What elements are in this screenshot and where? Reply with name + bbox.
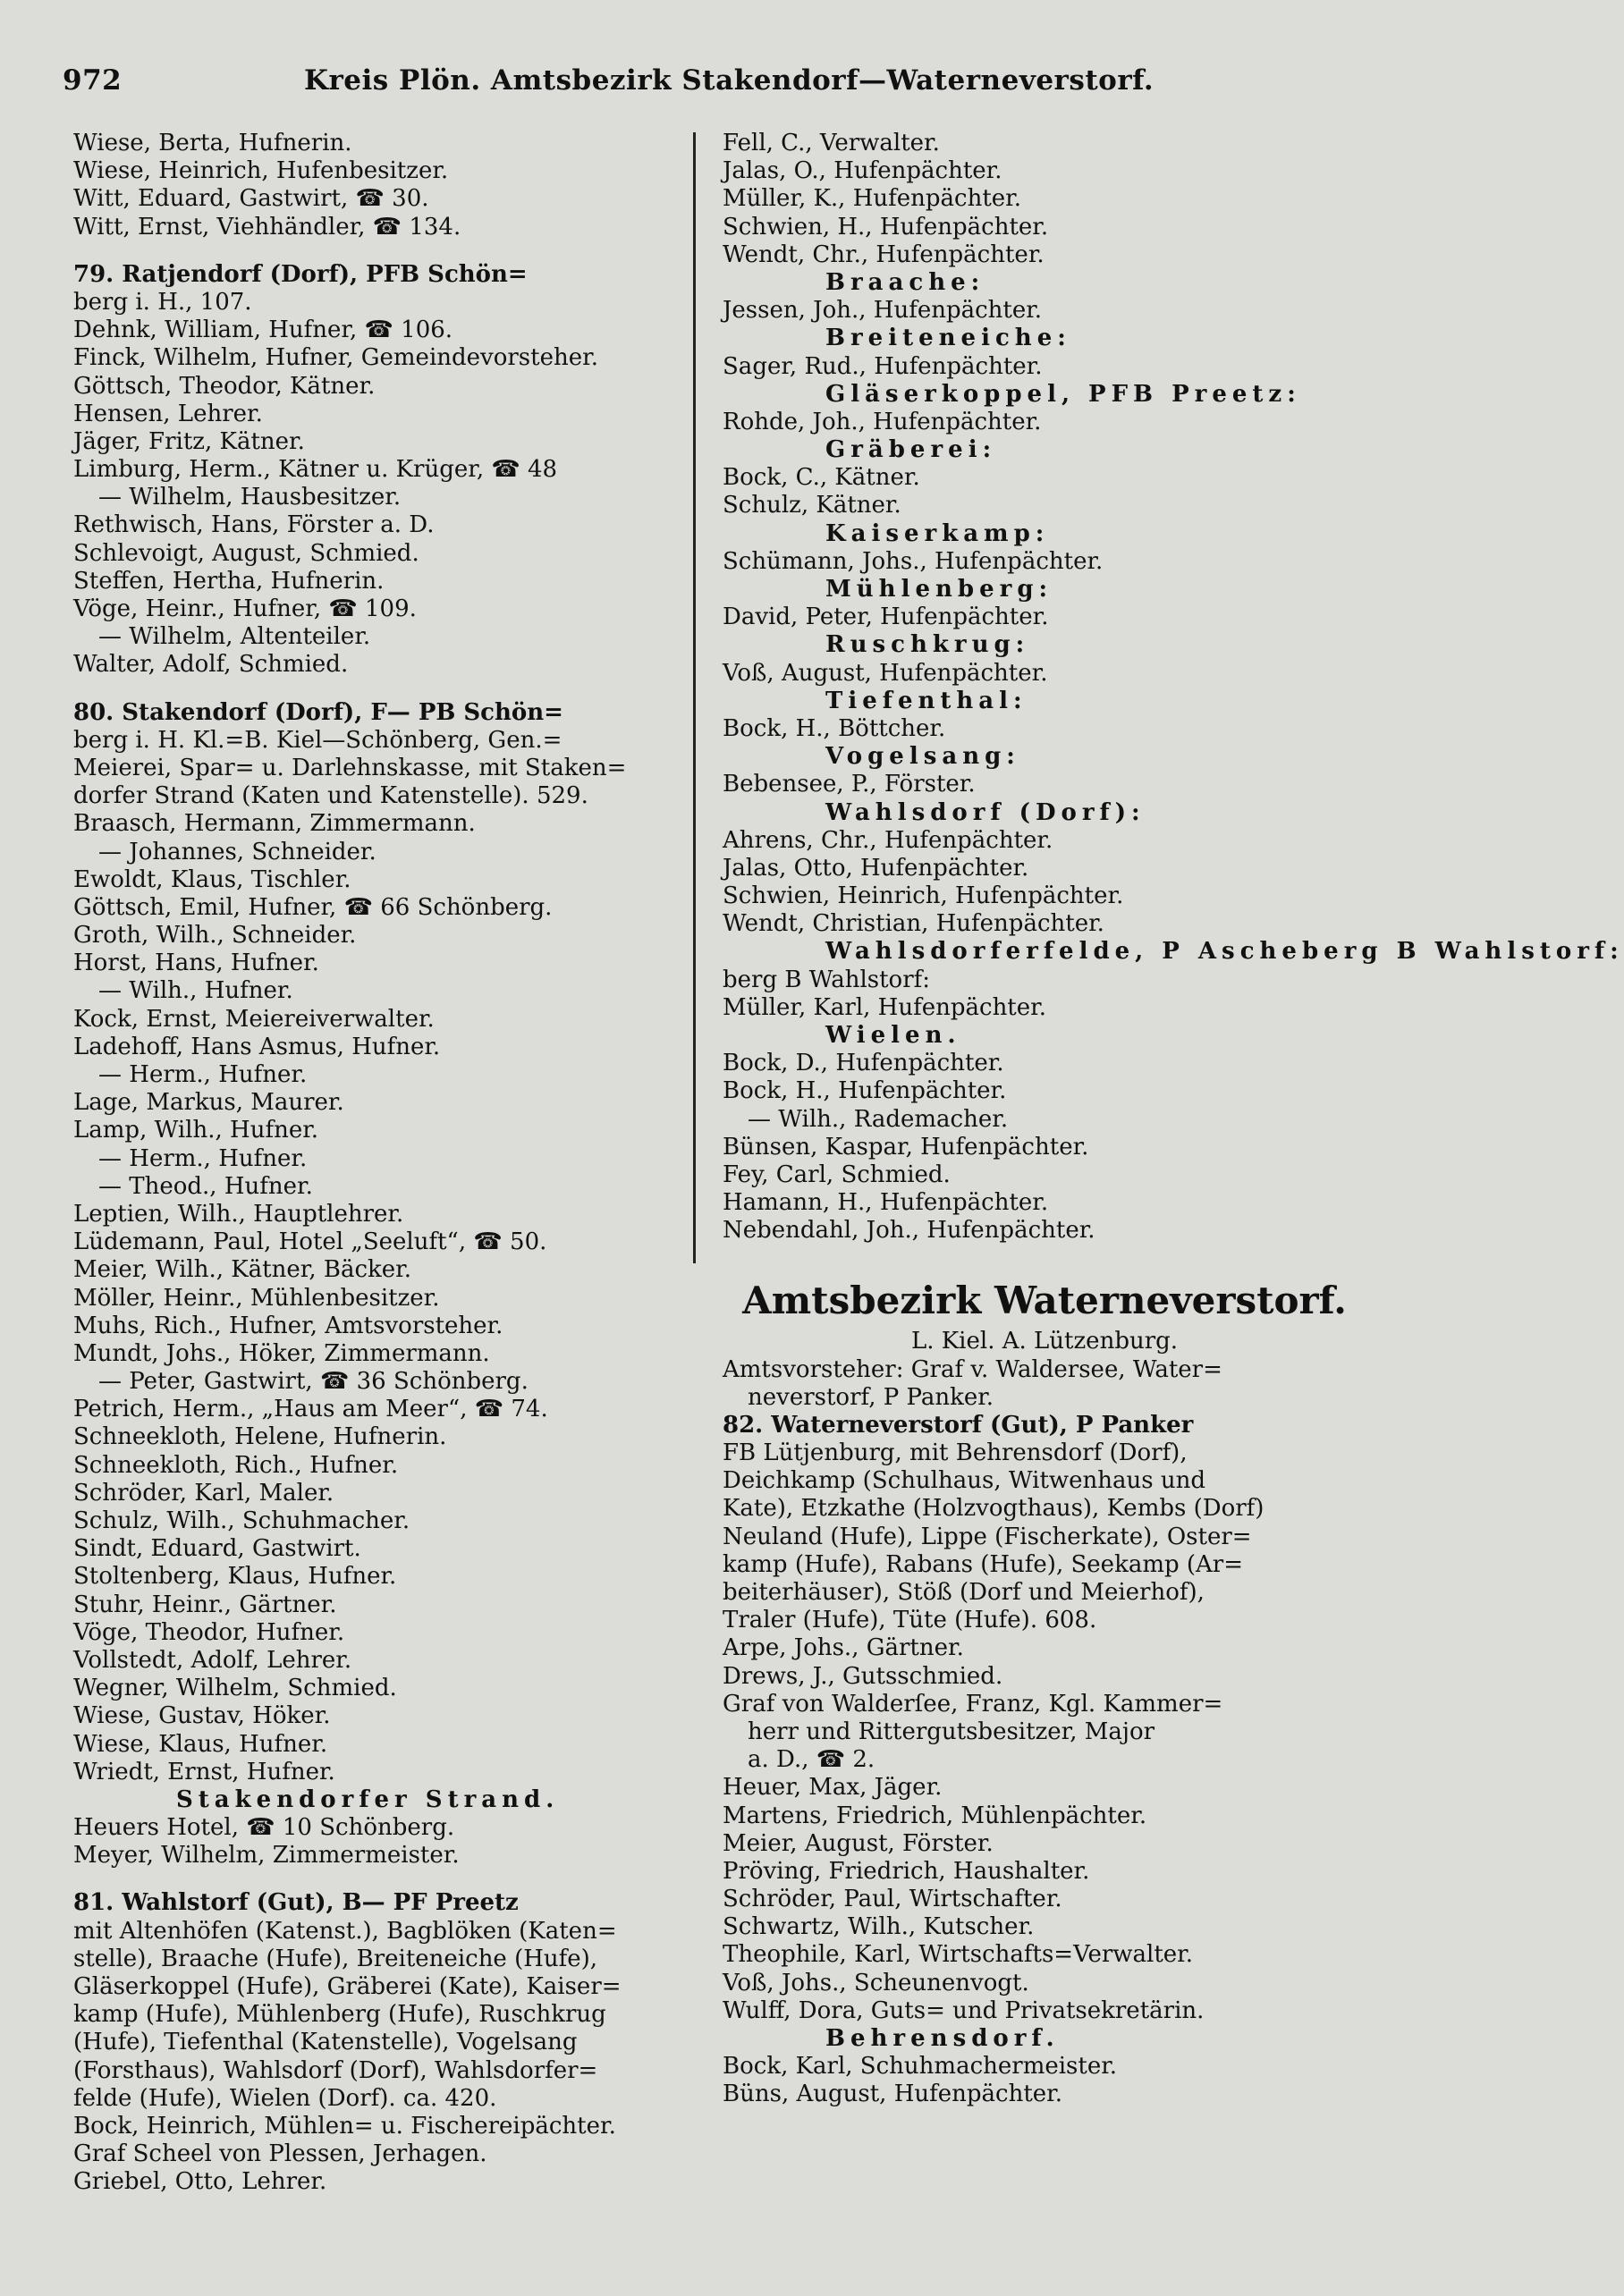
directory-line: Vöge, Heinr., Hufner, ☎ 109.: [73, 595, 417, 622]
directory-line: berg i. H. Kl.=B. Kiel—Schönberg, Gen.=: [73, 726, 562, 754]
directory-line: Göttsch, Emil, Hufner, ☎ 66 Schönberg.: [73, 893, 553, 921]
directory-line: — Wilh., Hufner.: [98, 977, 293, 1005]
directory-line: — Wilh., Rademacher.: [748, 1105, 1009, 1133]
directory-line: Jalas, Otto, Hufenpächter.: [723, 854, 1029, 882]
directory-line: Ladehoff, Hans Asmus, Hufner.: [73, 1033, 441, 1060]
directory-line: Meyer, Wilhelm, Zimmermeister.: [73, 1842, 460, 1870]
directory-line: Drews, J., Gutsschmied.: [723, 1662, 1003, 1690]
directory-line: Leptien, Wilh., Hauptlehrer.: [73, 1200, 404, 1228]
directory-line: Griebel, Otto, Lehrer.: [73, 2168, 327, 2196]
locality-heading: Tiefenthal:: [825, 687, 1028, 714]
directory-line: Schneekloth, Rich., Hufner.: [73, 1451, 399, 1479]
directory-line: Jalas, O., Hufenpächter.: [723, 157, 1002, 185]
directory-line: Schwien, H., Hufenpächter.: [723, 213, 1049, 241]
entry-heading: 81. Wahlstorf (Gut), B— PF Preetz: [73, 1889, 519, 1917]
directory-line: Theophile, Karl, Wirtschafts=Verwalter.: [723, 1941, 1194, 1969]
directory-line: Lüdemann, Paul, Hotel „Seeluft“, ☎ 50.: [73, 1228, 547, 1256]
directory-line: Wiese, Gustav, Höker.: [73, 1702, 331, 1730]
directory-line: Rohde, Joh., Hufenpächter.: [723, 408, 1042, 435]
directory-line: Schulz, Kätner.: [723, 492, 901, 519]
directory-line: stelle), Braache (Hufe), Breiteneiche (Hufe),: [73, 1945, 598, 1972]
directory-line: Bebensee, P., Förster.: [723, 771, 976, 798]
directory-line: Hensen, Lehrer.: [73, 400, 263, 427]
directory-line: Nebendahl, Joh., Hufenpächter.: [723, 1217, 1095, 1245]
directory-line: Vöge, Theodor, Hufner.: [73, 1618, 345, 1646]
directory-line: dorfer Strand (Katen und Katenstelle). 529.: [73, 782, 588, 810]
directory-line: Kock, Ernst, Meiereiverwalter.: [73, 1005, 435, 1033]
locality-heading: Wahlsdorf (Dorf):: [825, 798, 1146, 826]
directory-line: Graf von Walderſee, Franz, Kgl. Kammer=: [723, 1690, 1223, 1718]
directory-line: Schlevoigt, August, Schmied.: [73, 539, 419, 567]
right-column: [723, 130, 1624, 2109]
directory-line: Fey, Carl, Schmied.: [723, 1161, 951, 1188]
directory-line: Bock, C., Kätner.: [723, 464, 920, 492]
directory-line: David, Peter, Hufenpächter.: [723, 604, 1049, 631]
directory-line: Meier, August, Förster.: [723, 1829, 994, 1857]
directory-line: Steffen, Hertha, Hufnerin.: [73, 567, 385, 595]
locality-heading: Wielen.: [825, 1022, 961, 1049]
directory-line: mit Altenhöfen (Katenst.), Bagblöken (Katen=: [73, 1917, 617, 1945]
district-subtitle: L. Kiel. A. Lützenburg.: [910, 1327, 1179, 1355]
directory-line: Bock, H., Hufenpächter.: [723, 1077, 1007, 1105]
directory-line: Bock, D., Hufenpächter.: [723, 1050, 1004, 1077]
directory-line: Graf Scheel von Plessen, Jerhagen.: [73, 2140, 487, 2168]
directory-line: a. D., ☎ 2.: [748, 1746, 875, 1774]
locality-heading: Breiteneiche:: [825, 325, 1071, 352]
directory-line: Petrich, Herm., „Haus am Meer“, ☎ 74.: [73, 1396, 548, 1423]
directory-line: Witt, Ernst, Viehhändler, ☎ 134.: [73, 213, 461, 241]
directory-line: Sager, Rud., Hufenpächter.: [723, 352, 1043, 380]
directory-line: Wendt, Christian, Hufenpächter.: [723, 910, 1104, 938]
directory-line: FB Lütjenburg, mit Behrensdorf (Dorf),: [723, 1439, 1188, 1467]
entry-heading: 79. Ratjendorf (Dorf), PFB Schön=: [73, 260, 528, 288]
directory-line: Wegner, Wilhelm, Schmied.: [73, 1675, 397, 1702]
directory-line: Bock, Heinrich, Mühlen= u. Fischereipächter.: [73, 2112, 616, 2140]
directory-line: Schwien, Heinrich, Hufenpächter.: [723, 882, 1124, 910]
directory-line: Schulz, Wilh., Schuhmacher.: [73, 1507, 410, 1534]
directory-line: Rethwisch, Hans, Förster a. D.: [73, 511, 435, 539]
spacer: [73, 680, 681, 699]
directory-line: kamp (Hufe), Rabans (Hufe), Seekamp (Ar=: [723, 1550, 1244, 1578]
directory-line: Stoltenberg, Klaus, Hufner.: [73, 1563, 397, 1591]
directory-line: Martens, Friedrich, Mühlenpächter.: [723, 1802, 1147, 1829]
directory-line: Schwartz, Wilh., Kutscher.: [723, 1913, 1035, 1941]
locality-heading: Gräberei:: [825, 436, 997, 464]
locality-heading: Gläserkoppel, PFB Preetz:: [825, 380, 1301, 408]
directory-line: Lamp, Wilh., Hufner.: [73, 1117, 319, 1144]
directory-line: Wriedt, Ernst, Hufner.: [73, 1758, 335, 1785]
directory-line: Walter, Adolf, Schmied.: [73, 651, 349, 679]
spacer: [723, 1245, 1366, 1270]
directory-line: Heuers Hotel, ☎ 10 Schönberg.: [73, 1814, 455, 1842]
directory-line: Wendt, Chr., Hufenpächter.: [723, 241, 1045, 268]
directory-line: berg i. H., 107.: [73, 288, 252, 316]
directory-line: Fell, C., Verwalter.: [723, 130, 940, 156]
directory-line: Göttsch, Theodor, Kätner.: [73, 372, 376, 400]
page-number: 972: [63, 64, 123, 97]
left-column: [73, 130, 681, 2197]
directory-line: Voß, Johs., Scheunenvogt.: [723, 1969, 1029, 1996]
directory-line: herr und Rittergutsbesitzer, Major: [748, 1718, 1155, 1745]
directory-line: Jäger, Fritz, Kätner.: [73, 427, 305, 455]
directory-line: Ewoldt, Klaus, Tischler.: [73, 865, 351, 893]
directory-line: Finck, Wilhelm, Hufner, Gemeindevorsteher.: [73, 344, 598, 372]
directory-line: Bünsen, Kaspar, Hufenpächter.: [723, 1133, 1089, 1161]
directory-line: Meier, Wilh., Kätner, Bäcker.: [73, 1256, 412, 1284]
directory-line: Bock, H., Böttcher.: [723, 714, 946, 742]
directory-line: Neuland (Hufe), Lippe (Fischerkate), Oster=: [723, 1523, 1252, 1550]
directory-line: — Herm., Hufner.: [98, 1144, 308, 1172]
directory-line: (Forsthaus), Wahlsdorf (Dorf), Wahlsdorfer=: [73, 2056, 598, 2084]
spacer: [73, 1870, 681, 1889]
directory-line: Wulff, Dora, Guts= und Privatsekretärin.: [723, 1996, 1205, 2024]
locality-heading: Stakendorfer Strand.: [176, 1785, 560, 1813]
directory-line: Ahrens, Chr., Hufenpächter.: [723, 826, 1053, 854]
entry-heading: 82. Waterneverstorf (Gut), P Panker: [723, 1411, 1194, 1439]
directory-line: Stuhr, Heinr., Gärtner.: [73, 1591, 337, 1618]
directory-line: Pröving, Friedrich, Haushalter.: [723, 1857, 1090, 1885]
directory-line: Amtsvorsteher: Graf v. Waldersee, Water=: [723, 1355, 1222, 1383]
directory-line: Mundt, Johs., Höker, Zimmermann.: [73, 1339, 490, 1367]
page-header: [63, 64, 1368, 109]
directory-line: Möller, Heinr., Mühlenbesitzer.: [73, 1284, 440, 1312]
directory-line: Braasch, Hermann, Zimmermann.: [73, 810, 476, 838]
column-divider: [693, 132, 696, 1263]
directory-line: Gläserkoppel (Hufe), Gräberei (Kate), Kaiser=: [73, 1973, 622, 2000]
directory-line: kamp (Hufe), Mühlenberg (Hufe), Ruschkrug: [73, 2001, 606, 2029]
directory-line: Schröder, Karl, Maler.: [73, 1479, 334, 1507]
directory-line: Meierei, Spar= u. Darlehnskasse, mit Staken=: [73, 754, 627, 781]
directory-line: Dehnk, William, Hufner, ☎ 106.: [73, 317, 453, 344]
directory-line: — Peter, Gastwirt, ☎ 36 Schönberg.: [98, 1368, 529, 1396]
directory-line: Schümann, Johs., Hufenpächter.: [723, 547, 1104, 575]
directory-line: Wiese, Heinrich, Hufenbesitzer.: [73, 157, 449, 185]
directory-line: Kate), Etzkathe (Holzvogthaus), Kembs (Dorf): [723, 1495, 1265, 1523]
district-title: Amtsbezirk Waterneverstorf.: [742, 1278, 1347, 1322]
directory-line: Schneekloth, Helene, Hufnerin.: [73, 1423, 447, 1451]
directory-line: Bock, Karl, Schuhmachermeister.: [723, 2053, 1118, 2081]
directory-line: Wiese, Berta, Hufnerin.: [73, 130, 352, 156]
entry-heading: 80. Stakendorf (Dorf), F— PB Schön=: [73, 698, 563, 726]
directory-line: Vollstedt, Adolf, Lehrer.: [73, 1646, 352, 1674]
directory-line: Hamann, H., Hufenpächter.: [723, 1189, 1049, 1217]
locality-heading: Vogelsang:: [825, 743, 1020, 771]
directory-line: Voß, August, Hufenpächter.: [723, 659, 1048, 687]
directory-line: Schröder, Paul, Wirtschafter.: [723, 1886, 1062, 1913]
directory-line: Wiese, Klaus, Hufner.: [73, 1730, 328, 1758]
directory-line: Traler (Hufe), Tüte (Hufe). 608.: [723, 1607, 1097, 1634]
directory-line: berg B Wahlstorf:: [723, 966, 931, 993]
directory-line: — Wilhelm, Altenteiler.: [98, 623, 371, 651]
directory-line: Witt, Eduard, Gastwirt, ☎ 30.: [73, 185, 429, 213]
directory-line: beiterhäuser), Stöß (Dorf und Meierhof),: [723, 1579, 1205, 1606]
directory-line: Limburg, Herm., Kätner u. Krüger, ☎ 48: [73, 456, 558, 484]
locality-heading: Braache:: [825, 268, 985, 296]
directory-line: Heuer, Max, Jäger.: [723, 1774, 943, 1802]
locality-heading: Wahlsdorferfelde, P Ascheberg B Wahlstorf:: [825, 938, 1624, 966]
directory-line: Jessen, Joh., Hufenpächter.: [723, 297, 1043, 325]
directory-line: felde (Hufe), Wielen (Dorf). ca. 420.: [73, 2084, 497, 2112]
running-title: Kreis Plön. Amtsbezirk Stakendorf—Waterneverstorf.: [304, 64, 1155, 97]
directory-line: neverstorf, P Panker.: [748, 1383, 994, 1411]
directory-line: — Johannes, Schneider.: [98, 838, 376, 865]
locality-heading: Behrensdorf.: [825, 2025, 1060, 2052]
directory-line: Horst, Hans, Hufner.: [73, 950, 319, 977]
directory-line: Deichkamp (Schulhaus, Witwenhaus und: [723, 1467, 1206, 1495]
directory-line: (Hufe), Tiefenthal (Katenstelle), Vogelsang: [73, 2029, 578, 2056]
directory-line: — Wilhelm, Hausbesitzer.: [98, 484, 402, 511]
directory-line: Groth, Wilh., Schneider.: [73, 922, 357, 950]
directory-line: Lage, Markus, Maurer.: [73, 1089, 344, 1117]
directory-line: Sindt, Eduard, Gastwirt.: [73, 1535, 361, 1563]
directory-line: Büns, August, Hufenpächter.: [723, 2081, 1062, 2108]
directory-line: — Theod., Hufner.: [98, 1172, 313, 1200]
locality-heading: Kaiserkamp:: [825, 519, 1050, 547]
directory-line: Arpe, Johs., Gärtner.: [723, 1634, 964, 1662]
spacer: [73, 241, 681, 261]
directory-line: Müller, K., Hufenpächter.: [723, 185, 1022, 213]
locality-heading: Mühlenberg:: [825, 576, 1053, 603]
directory-line: Muhs, Rich., Hufner, Amtsvorsteher.: [73, 1312, 503, 1339]
directory-line: Müller, Karl, Hufenpächter.: [723, 993, 1046, 1021]
directory-line: — Herm., Hufner.: [98, 1061, 308, 1088]
locality-heading: Ruschkrug:: [825, 631, 1030, 659]
